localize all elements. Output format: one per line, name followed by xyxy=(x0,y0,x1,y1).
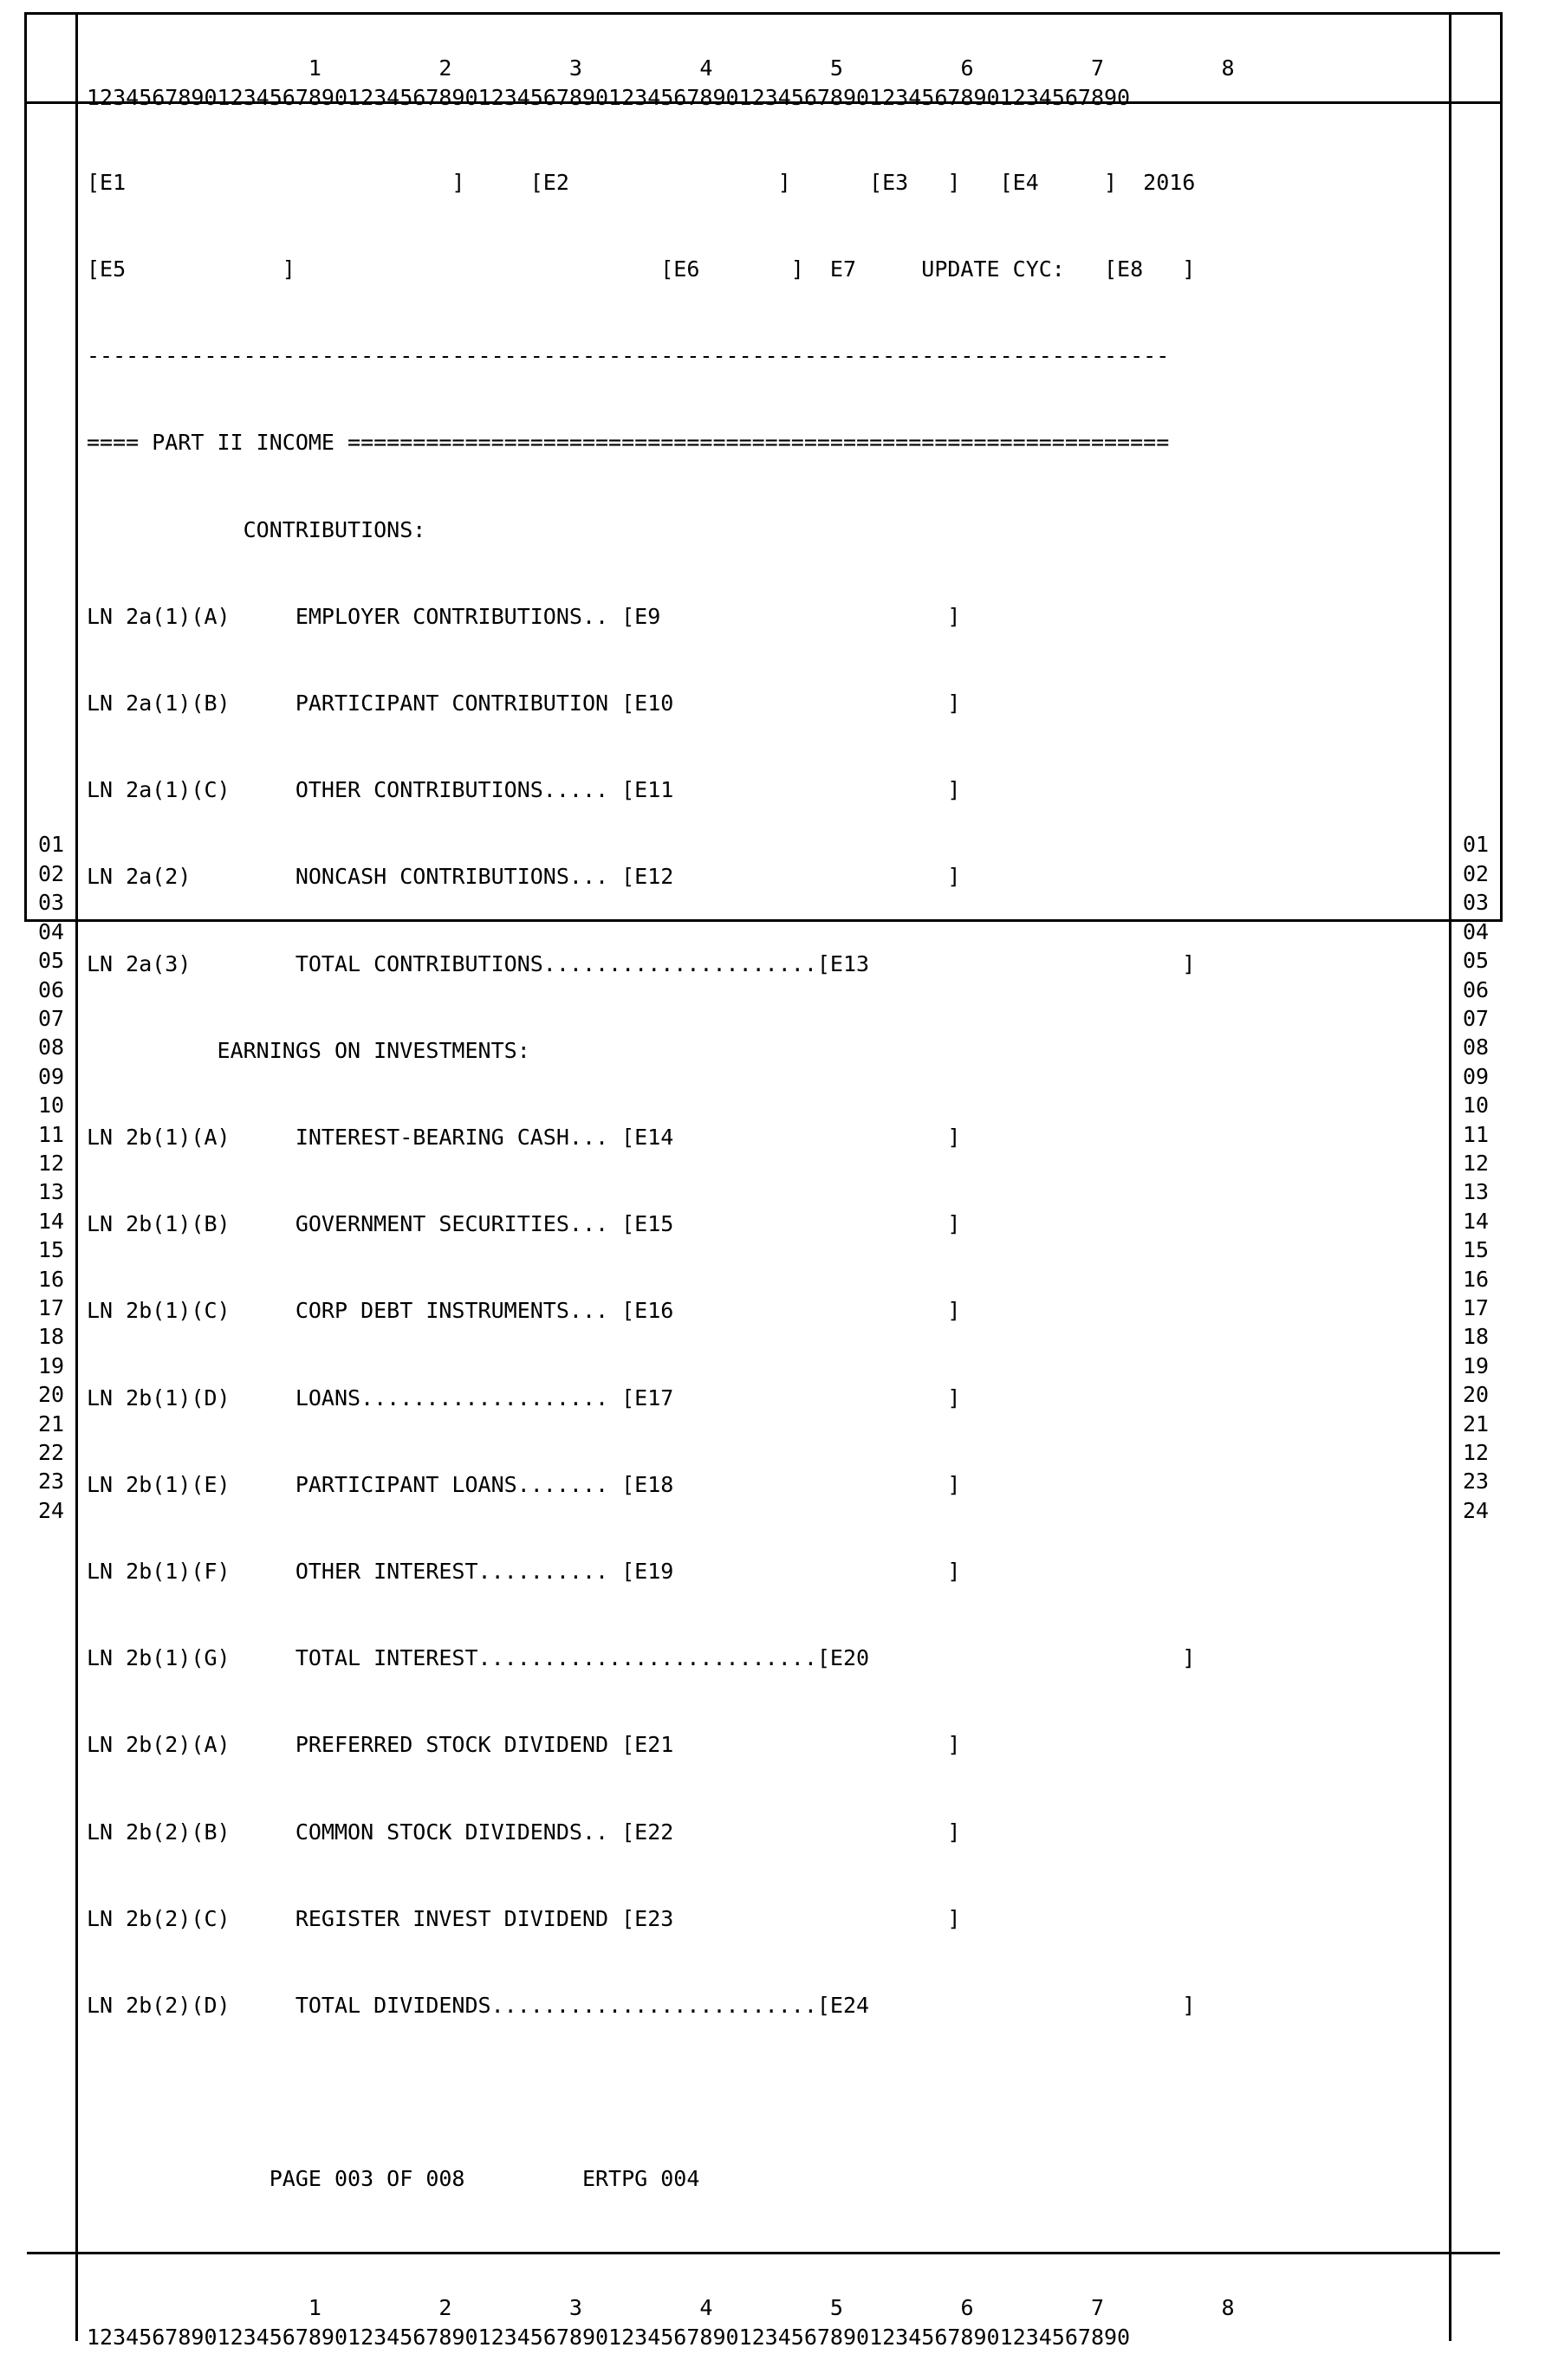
line-number: 12 xyxy=(1462,1150,1490,1176)
screen-line[interactable]: LN 2a(2) NONCASH CONTRIBUTIONS... [E12 ] xyxy=(87,864,961,890)
line-numbers-right xyxy=(1449,104,1500,2252)
line-number: 07 xyxy=(37,1005,65,1031)
line-number: 13 xyxy=(37,1179,65,1205)
line-number: 15 xyxy=(37,1237,65,1263)
line-number: 22 xyxy=(37,1440,65,1465)
screen-line[interactable]: LN 2a(1)(B) PARTICIPANT CONTRIBUTION [E10 ] xyxy=(87,691,961,717)
line-number: 19 xyxy=(37,1352,65,1378)
line-number: 10 xyxy=(1462,1093,1490,1119)
line-number: 09 xyxy=(1462,1063,1490,1089)
line-number: 20 xyxy=(37,1382,65,1408)
screen-line[interactable]: LN 2b(1)(A) INTEREST-BEARING CASH... [E14 ] xyxy=(87,1125,961,1151)
bottom-right-gutter-spacer xyxy=(1449,2254,1500,2341)
line-number: 08 xyxy=(37,1034,65,1060)
terminal-screen xyxy=(24,12,1503,2350)
line-number: 11 xyxy=(1462,1121,1490,1147)
line-number: 03 xyxy=(1462,890,1490,916)
top-ruler-tens: 1 2 3 4 5 6 7 8 xyxy=(191,55,1235,81)
line-number: 24 xyxy=(1462,1497,1490,1523)
screen-line: ----------------------------------------------------------------------------------- xyxy=(87,343,1170,369)
screen-line[interactable]: LN 2a(3) TOTAL CONTRIBUTIONS.....................[E13 ] xyxy=(87,950,1196,976)
screen-line: ==== PART II INCOME =============================================================== xyxy=(87,430,1170,456)
screen-line[interactable]: LN 2b(1)(F) OTHER INTEREST.......... [E19 ] xyxy=(87,1559,961,1585)
line-number: 03 xyxy=(37,890,65,916)
bottom-ruler-pane xyxy=(78,2254,1449,2350)
bottom-ruler-band xyxy=(27,2254,1500,2350)
screen-line[interactable]: LN 2b(1)(E) PARTICIPANT LOANS....... [E18 ] xyxy=(87,1471,961,1497)
screen-line-page-footer: PAGE 003 OF 008 ERTPG 004 xyxy=(87,2166,700,2192)
line-number: 21 xyxy=(1462,1410,1490,1436)
screen-line[interactable]: LN 2b(2)(C) REGISTER INVEST DIVIDEND [E23 ] xyxy=(87,1905,961,1931)
line-number: 05 xyxy=(37,948,65,974)
line-number: 12 xyxy=(37,1150,65,1176)
screen-line: EARNINGS ON INVESTMENTS: xyxy=(87,1037,530,1063)
line-number: 06 xyxy=(1462,976,1490,1002)
line-number: 15 xyxy=(1462,1237,1490,1263)
terminal-body xyxy=(27,101,1500,2254)
bottom-ruler-tens: 1 2 3 4 5 6 7 8 xyxy=(191,2295,1235,2321)
line-number: 17 xyxy=(1462,1294,1490,1320)
screen-line[interactable]: LN 2b(1)(B) GOVERNMENT SECURITIES... [E15 ] xyxy=(87,1211,961,1237)
top-ruler-ones: 12345678901234567890123456789012345678901234567890123456789012345678901234567890 xyxy=(87,84,1131,110)
line-number: 04 xyxy=(1462,918,1490,944)
screen-line[interactable]: LN 2b(1)(G) TOTAL INTEREST..........................[E20 ] xyxy=(87,1645,1196,1671)
line-number: 14 xyxy=(1462,1208,1490,1234)
line-number: 09 xyxy=(37,1063,65,1089)
screen-line[interactable]: LN 2b(1)(D) LOANS................... [E17 ] xyxy=(87,1385,961,1410)
line-number: 08 xyxy=(1462,1034,1490,1060)
line-number: 05 xyxy=(1462,948,1490,974)
line-number: 14 xyxy=(37,1208,65,1234)
line-number: 11 xyxy=(37,1121,65,1147)
line-number: 02 xyxy=(37,860,65,886)
line-number: 01 xyxy=(37,832,65,858)
screen-line: CONTRIBUTIONS: xyxy=(87,516,426,542)
screen-line[interactable]: LN 2a(1)(C) OTHER CONTRIBUTIONS..... [E11 ] xyxy=(87,777,961,803)
top-left-gutter-spacer xyxy=(27,15,78,101)
line-number: 01 xyxy=(1462,832,1490,858)
terminal-text-pane[interactable] xyxy=(78,104,1449,2252)
screen-line xyxy=(87,2078,1449,2106)
line-number: 20 xyxy=(1462,1382,1490,1408)
line-number: 16 xyxy=(1462,1266,1490,1292)
screen-line[interactable]: LN 2b(2)(D) TOTAL DIVIDENDS.........................[E24 ] xyxy=(87,1993,1196,2019)
line-number: 02 xyxy=(1462,860,1490,886)
screen-line[interactable]: LN 2b(2)(A) PREFERRED STOCK DIVIDEND [E21 ] xyxy=(87,1732,961,1758)
screen-line[interactable]: LN 2b(1)(C) CORP DEBT INSTRUMENTS... [E16 ] xyxy=(87,1298,961,1324)
line-number: 21 xyxy=(37,1410,65,1436)
line-number: 17 xyxy=(37,1294,65,1320)
line-number: 18 xyxy=(37,1324,65,1350)
screen-line[interactable]: LN 2b(2)(B) COMMON STOCK DIVIDENDS.. [E22 ] xyxy=(87,1819,961,1845)
screen-line[interactable]: [E5 ] [E6 ] E7 UPDATE CYC: [E8 ] xyxy=(87,256,1196,282)
line-number: 19 xyxy=(1462,1352,1490,1378)
bottom-ruler-ones: 12345678901234567890123456789012345678901234567890123456789012345678901234567890 xyxy=(87,2324,1131,2350)
line-number: 13 xyxy=(1462,1179,1490,1205)
top-ruler-band xyxy=(27,15,1500,110)
line-number: 16 xyxy=(37,1266,65,1292)
line-number: 06 xyxy=(37,976,65,1002)
screen-line[interactable]: LN 2a(1)(A) EMPLOYER CONTRIBUTIONS.. [E9 ] xyxy=(87,603,961,629)
top-right-gutter-spacer xyxy=(1449,15,1500,101)
line-number: 24 xyxy=(37,1497,65,1523)
line-number: 07 xyxy=(1462,1005,1490,1031)
screen-line[interactable]: [E1 ] [E2 ] [E3 ] [E4 ] 2016 xyxy=(87,169,1196,195)
bottom-left-gutter-spacer xyxy=(27,2254,78,2341)
line-numbers-left xyxy=(27,104,78,2252)
line-number: 23 xyxy=(37,1469,65,1495)
line-number: 12 xyxy=(1462,1440,1490,1465)
line-number: 10 xyxy=(37,1093,65,1119)
line-number: 23 xyxy=(1462,1469,1490,1495)
line-number: 18 xyxy=(1462,1324,1490,1350)
terminal-lines[interactable] xyxy=(78,104,1449,2252)
line-number: 04 xyxy=(37,918,65,944)
top-ruler-pane xyxy=(78,15,1449,110)
bottom-ruler xyxy=(78,2254,1449,2380)
